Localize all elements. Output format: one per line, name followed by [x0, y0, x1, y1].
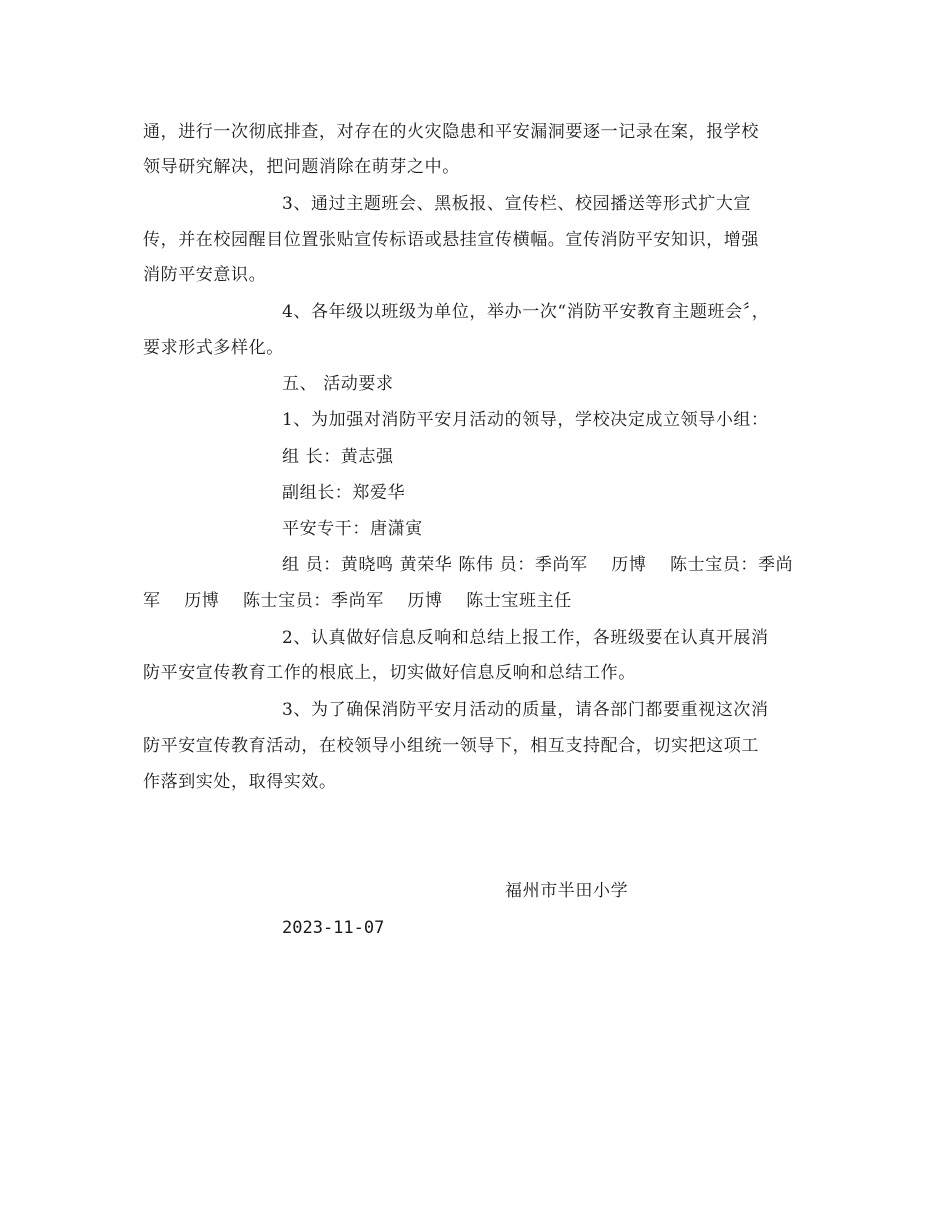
text-line: 3、通过主题班会、黑板报、宣传栏、校园播送等形式扩大宣 [282, 194, 752, 214]
section-heading: 五、 活动要求 [282, 374, 394, 394]
text-line: 防平安宣传教育活动，在校领导小组统一领导下，相互支持配合，切实把这项工 [143, 736, 759, 756]
text-line: 平安专干：唐潇寅 [282, 519, 423, 539]
text-line: 作落到实处，取得实效。 [143, 772, 337, 792]
text-line: 传，并在校园醒目位置张贴宣传标语或悬挂宣传横幅。宣传消防平安知识，增强 [143, 230, 759, 250]
text-line: 消防平安意识。 [143, 265, 267, 285]
signature-school: 福州市半田小学 [505, 881, 629, 901]
text-line: 4、各年级以班级为单位，举办一次“消防平安教育主题班会〞， [282, 302, 770, 322]
text-line: 组 长：黄志强 [282, 447, 394, 467]
text-line: 副组长：郑爱华 [282, 483, 406, 503]
text-line: 要求形式多样化。 [143, 338, 284, 358]
text-line: 通，进行一次彻底排查，对存在的火灾隐患和平安漏洞要逐一记录在案，报学校 [143, 122, 759, 142]
text-line: 1、为加强对消防平安月活动的领导，学校决定成立领导小组： [282, 410, 769, 430]
text-line: 组 员：黄晓鸣 黄荣华 陈伟 员：季尚军 历博 陈士宝员：季尚 [282, 555, 794, 575]
text-line: 2、认真做好信息反响和总结上报工作，各班级要在认真开展消 [282, 628, 769, 648]
signature-date: 2023-11-07 [282, 918, 385, 938]
text-line: 军 历博 陈士宝员：季尚军 历博 陈士宝班主任 [143, 591, 572, 611]
text-line: 防平安宣传教育工作的根底上，切实做好信息反响和总结工作。 [143, 663, 636, 683]
text-line: 3、为了确保消防平安月活动的质量，请各部门都要重视这次消 [282, 700, 769, 720]
text-line: 领导研究解决，把问题消除在萌芽之中。 [143, 157, 460, 177]
